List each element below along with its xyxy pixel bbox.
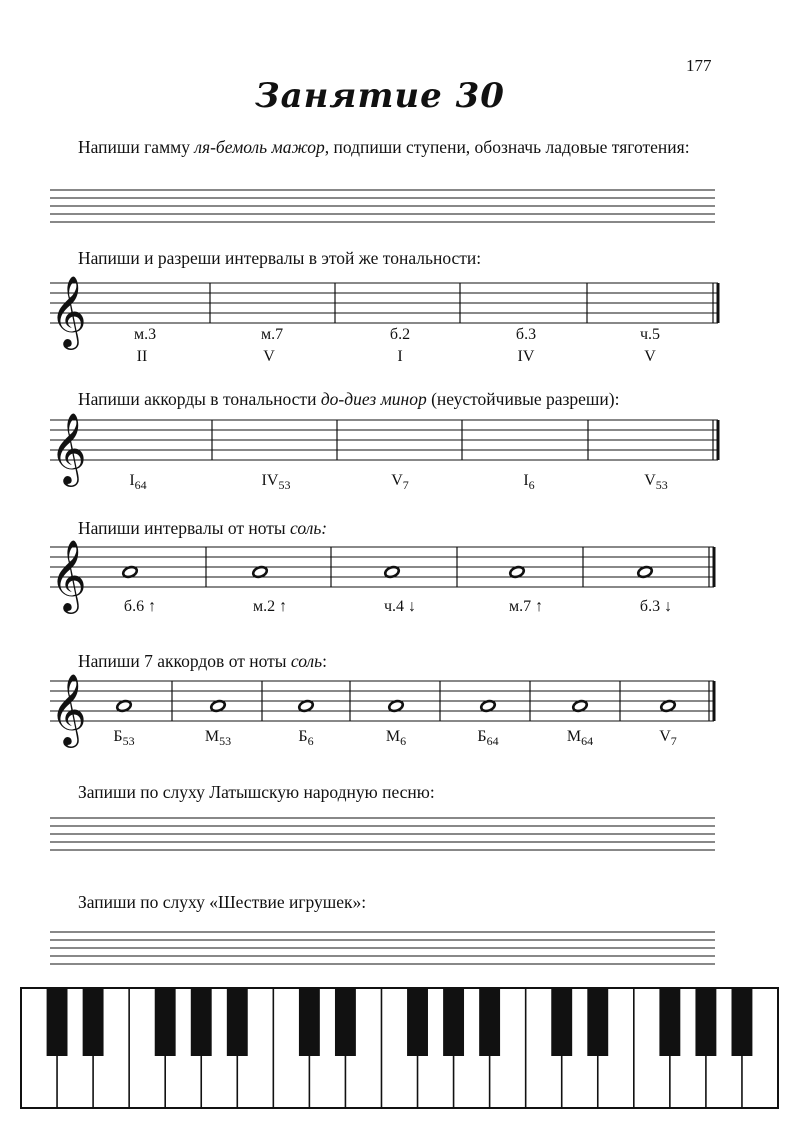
black-key bbox=[47, 988, 68, 1056]
treble-clef-icon: 𝄞 bbox=[50, 274, 87, 347]
chord-base: I bbox=[129, 472, 135, 489]
chord-sub: 7 bbox=[402, 478, 409, 492]
black-key bbox=[299, 988, 320, 1056]
degree-label: V bbox=[644, 348, 656, 365]
task-text-part: Напиши 7 аккордов от ноты bbox=[78, 651, 291, 671]
interval-label: б.2 bbox=[389, 326, 411, 343]
chord-base: V bbox=[391, 472, 403, 489]
interval-name: м.7 bbox=[508, 598, 532, 615]
interval-name: м.2 bbox=[252, 598, 276, 615]
page-title: Занятие 30 bbox=[255, 76, 505, 116]
arrow-icon: ↑ bbox=[535, 598, 544, 615]
black-key bbox=[443, 988, 464, 1056]
task-text-part: Напиши и разреши интервалы в этой же тональности: bbox=[78, 248, 482, 268]
chord-base: V bbox=[659, 728, 671, 745]
chord-sub: 6 bbox=[400, 734, 407, 748]
black-key bbox=[479, 988, 500, 1056]
chord-base: М bbox=[566, 728, 582, 745]
chord-base: Б bbox=[113, 728, 123, 745]
task-text-italic: соль: bbox=[290, 518, 328, 538]
chord-sub: 6 bbox=[307, 734, 314, 748]
chord-sub: 53 bbox=[278, 478, 291, 492]
treble-clef-icon: 𝄞 bbox=[50, 411, 87, 484]
arrow-icon: ↑ bbox=[279, 598, 288, 615]
black-key bbox=[659, 988, 680, 1056]
task-text-part: Запиши по слуху «Шествие игрушек»: bbox=[78, 892, 367, 912]
black-key bbox=[335, 988, 356, 1056]
chord-base: I bbox=[523, 472, 529, 489]
chord-sub: 7 bbox=[670, 734, 677, 748]
black-key bbox=[191, 988, 212, 1056]
chord-sub: 64 bbox=[486, 734, 499, 748]
interval-label: м.7 bbox=[260, 326, 284, 343]
black-key bbox=[587, 988, 608, 1056]
chord-base: IV bbox=[261, 472, 279, 489]
task-text-part: Напиши интервалы от ноты bbox=[78, 518, 291, 538]
arrow-icon: ↑ bbox=[148, 598, 157, 615]
black-key bbox=[551, 988, 572, 1056]
chord-sub: 64 bbox=[134, 478, 147, 492]
degree-label: IV bbox=[517, 348, 535, 365]
task-text-part: : bbox=[322, 651, 328, 671]
task-text-italic: ля-бемоль мажор bbox=[194, 137, 325, 157]
chord-sub: 53 bbox=[122, 734, 135, 748]
interval-name: б.6 bbox=[123, 598, 145, 615]
black-key bbox=[83, 988, 104, 1056]
page-number: 177 bbox=[686, 56, 712, 75]
interval-name: б.3 bbox=[639, 598, 661, 615]
degree-label: I bbox=[397, 348, 403, 365]
chord-base: V bbox=[644, 472, 656, 489]
interval-label: м.3 bbox=[133, 326, 157, 343]
interval-label: б.3 bbox=[515, 326, 537, 343]
chord-base: Б bbox=[298, 728, 308, 745]
treble-clef-icon: 𝄞 bbox=[50, 672, 87, 745]
interval-label: ч.5 bbox=[639, 326, 661, 343]
task-text-part: Запиши по слуху Латышскую народную песню: bbox=[78, 782, 435, 802]
task-text-part: (неустойчивые разреши): bbox=[426, 389, 620, 409]
chord-base: Б bbox=[477, 728, 487, 745]
chord-sub: 53 bbox=[655, 478, 668, 492]
degree-label: II bbox=[136, 348, 148, 365]
degree-label: V bbox=[263, 348, 275, 365]
task-text-italic: до-диез минор bbox=[320, 389, 427, 409]
task-text-part: , подпиши ступени, обозначь ладовые тяготения: bbox=[324, 137, 690, 157]
black-key bbox=[407, 988, 428, 1056]
arrow-icon: ↓ bbox=[408, 598, 417, 615]
chord-sub: 64 bbox=[581, 734, 594, 748]
task-text-part: Напиши гамму bbox=[78, 137, 195, 157]
chord-sub: 6 bbox=[528, 478, 535, 492]
chord-base: М bbox=[385, 728, 401, 745]
chord-sub: 53 bbox=[219, 734, 232, 748]
black-key bbox=[155, 988, 176, 1056]
treble-clef-icon: 𝄞 bbox=[50, 538, 87, 611]
black-key bbox=[695, 988, 716, 1056]
chord-base: М bbox=[204, 728, 220, 745]
task-text-italic: соль bbox=[290, 651, 323, 671]
interval-name: ч.4 bbox=[383, 598, 405, 615]
arrow-icon: ↓ bbox=[664, 598, 673, 615]
black-key bbox=[227, 988, 248, 1056]
task-text-part: Напиши аккорды в тональности bbox=[78, 389, 321, 409]
black-key bbox=[731, 988, 752, 1056]
